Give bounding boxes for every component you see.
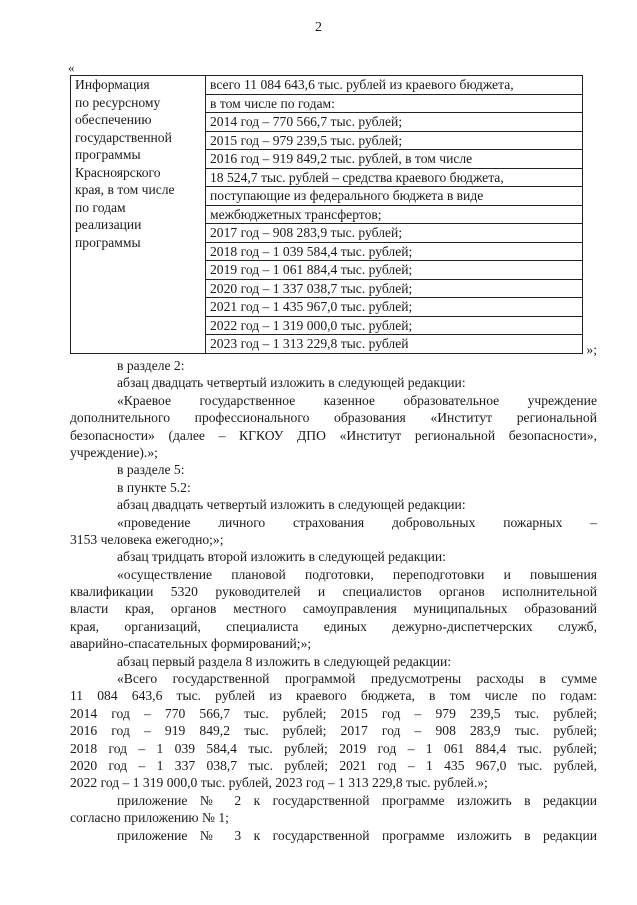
text-line: абзац двадцать четвертый изложить в следующей редакции:	[117, 497, 466, 513]
page-number: 2	[315, 20, 322, 35]
value-line: межбюджетных трансфертов;	[206, 206, 582, 225]
label-line: по годам	[75, 199, 126, 215]
value-line: 2022 год – 1 319 000,0 тыс. рублей;	[206, 317, 582, 336]
value-line: 2014 год – 770 566,7 тыс. рублей;	[206, 113, 582, 132]
text-line: 11 084 643,6 тыс. рублей из краевого бюджета, в том числе по годам:	[70, 688, 597, 704]
label-line: Информация	[75, 77, 150, 92]
value-line: 2018 год – 1 039 584,4 тыс. рублей;	[206, 243, 582, 262]
text-line: 2016 год – 919 849,2 тыс. рублей; 2017 год – 908 283,9 тыс. рублей;	[70, 723, 597, 739]
text-line: власти края, органов местного самоуправления муниципальных образований	[70, 601, 597, 617]
program-passport-table	[70, 75, 583, 354]
value-line: 2016 год – 919 849,2 тыс. рублей, в том числе	[206, 150, 582, 169]
label-line: программы	[75, 234, 141, 250]
table-row	[71, 76, 583, 354]
value-line: поступающие из федерального бюджета в виде	[206, 187, 582, 206]
label-line: края, в том числе	[75, 182, 175, 197]
value-line: 2017 год – 908 283,9 тыс. рублей;	[206, 224, 582, 243]
label-line: реализации	[75, 217, 142, 232]
document-body-text	[70, 357, 597, 844]
closing-quote-mark: »;	[586, 342, 597, 357]
value-line: 2021 год – 1 435 967,0 тыс. рублей;	[206, 298, 582, 317]
text-line: квалификации 5320 руководителей и специалистов органов исполнительной	[70, 584, 597, 600]
text-line: в разделе 5:	[117, 462, 185, 478]
text-line: абзац первый раздела 8 изложить в следующей редакции:	[117, 653, 452, 669]
value-line: 2020 год – 1 337 038,7 тыс. рублей;	[206, 280, 582, 299]
text-line: аварийно-спасательных формирований;»;	[70, 636, 312, 652]
resource-info-value-cell	[206, 76, 583, 354]
label-line: Красноярского	[75, 164, 161, 180]
value-line: всего 11 084 643,6 тыс. рублей из краевого бюджета,	[206, 76, 582, 95]
value-line: в том числе по годам:	[206, 95, 582, 114]
label-line: по ресурсному	[75, 94, 161, 110]
text-line: «проведение личного страхования добровольных пожарных –	[117, 514, 597, 530]
label-line: обеспечению	[75, 112, 152, 127]
text-line: учреждение).»;	[70, 444, 158, 460]
text-line: абзац двадцать четвертый изложить в следующей редакции:	[117, 375, 466, 391]
text-line: в разделе 2:	[117, 358, 185, 373]
value-line: 2023 год – 1 313 229,8 тыс. рублей	[210, 336, 409, 351]
text-line: безопасности» (далее – КГКОУ ДПО «Институт региональной безопасности»,	[70, 427, 597, 443]
text-line: 2018 год – 1 039 584,4 тыс. рублей; 2019 год – 1 061 884,4 тыс. рублей;	[70, 740, 597, 756]
text-line: 3153 человека ежегодно;»;	[70, 531, 224, 547]
value-line: 2015 год – 979 239,5 тыс. рублей;	[206, 132, 582, 151]
text-line: абзац тридцать второй изложить в следующей редакции:	[117, 549, 446, 565]
text-line: согласно приложению № 1;	[70, 810, 229, 826]
text-line: 2020 год – 1 337 038,7 тыс. рублей; 2021 год – 1 435 967,0 тыс. рублей,	[70, 757, 597, 773]
text-line: «Всего государственной программой предусмотрены расходы в сумме	[117, 671, 597, 687]
text-line: дополнительного профессионального образования «Институт региональной	[70, 410, 597, 426]
text-line: 2014 год – 770 566,7 тыс. рублей; 2015 год – 979 239,5 тыс. рублей;	[70, 705, 597, 721]
text-line: «осуществление плановой подготовки, переподготовки и повышения	[117, 566, 597, 582]
label-line: программы	[75, 147, 141, 162]
value-line: 18 524,7 тыс. рублей – средства краевого бюджета,	[206, 169, 582, 188]
text-line: 2022 год – 1 319 000,0 тыс. рублей, 2023 год – 1 313 229,8 тыс. рублей.»;	[70, 775, 488, 791]
text-line: края, организаций, специалиста единых дежурно-диспетчерских служб,	[70, 618, 597, 634]
opening-quote-mark: «	[68, 60, 75, 75]
text-line: в пункте 5.2:	[117, 479, 191, 495]
value-line: 2019 год – 1 061 884,4 тыс. рублей;	[206, 261, 582, 280]
resource-info-label-cell	[71, 76, 206, 354]
label-line: государственной	[75, 129, 172, 145]
text-line: «Краевое государственное казенное образовательное учреждение	[117, 392, 597, 408]
text-line: приложение № 3 к государственной программе изложить в редакции	[117, 827, 597, 843]
text-line: приложение № 2 к государственной программе изложить в редакции	[117, 792, 597, 808]
